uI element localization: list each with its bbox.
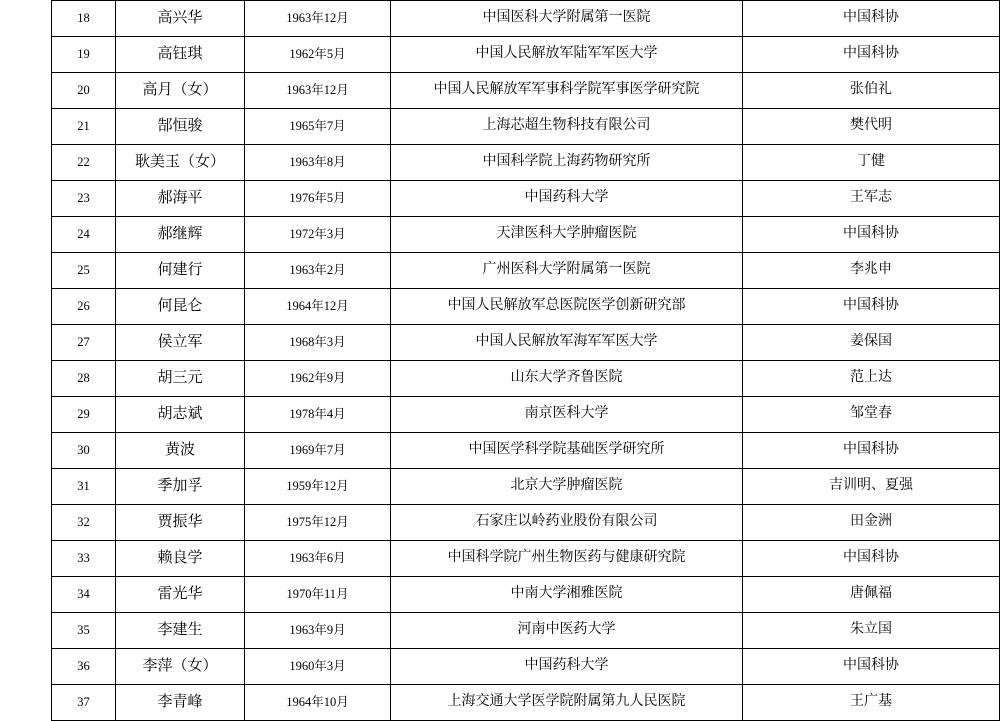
cell-organization: 中国科学院上海药物研究所 (391, 145, 743, 181)
cell-number: 31 (52, 469, 116, 505)
cell-name: 何昆仑 (116, 289, 245, 325)
cell-recommender: 邹堂春 (743, 397, 1000, 433)
cell-birth: 1976年5月 (245, 181, 391, 217)
cell-organization: 中国药科大学 (391, 181, 743, 217)
table-row (52, 1, 1000, 37)
cell-number: 23 (52, 181, 116, 217)
cell-organization: 中国人民解放军陆军军医大学 (391, 37, 743, 73)
cell-birth: 1964年12月 (245, 289, 391, 325)
cell-recommender: 唐佩福 (743, 577, 1000, 613)
cell-birth: 1964年10月 (245, 685, 391, 721)
cell-organization: 天津医科大学肿瘤医院 (391, 217, 743, 253)
table-row (52, 145, 1000, 181)
cell-name: 耿美玉（女） (116, 145, 245, 181)
cell-recommender: 姜保国 (743, 325, 1000, 361)
cell-number: 28 (52, 361, 116, 397)
table-row (52, 397, 1000, 433)
cell-organization: 中南大学湘雅医院 (391, 577, 743, 613)
cell-number: 32 (52, 505, 116, 541)
cell-birth: 1978年4月 (245, 397, 391, 433)
cell-name: 郝海平 (116, 181, 245, 217)
cell-recommender: 中国科协 (743, 1, 1000, 37)
cell-number: 21 (52, 109, 116, 145)
cell-name: 李青峰 (116, 685, 245, 721)
cell-number: 18 (52, 1, 116, 37)
cell-organization: 河南中医药大学 (391, 613, 743, 649)
cell-birth: 1963年9月 (245, 613, 391, 649)
table-row (52, 325, 1000, 361)
cell-organization: 中国人民解放军海军军医大学 (391, 325, 743, 361)
cell-birth: 1968年3月 (245, 325, 391, 361)
cell-organization: 中国人民解放军军事科学院军事医学研究院 (391, 73, 743, 109)
cell-recommender: 范上达 (743, 361, 1000, 397)
cell-recommender: 王军志 (743, 181, 1000, 217)
table-row (52, 253, 1000, 289)
table-row (52, 541, 1000, 577)
table-row (52, 469, 1000, 505)
cell-organization: 南京医科大学 (391, 397, 743, 433)
cell-recommender: 中国科协 (743, 433, 1000, 469)
table-row (52, 685, 1000, 721)
cell-recommender: 吉训明、夏强 (743, 469, 1000, 505)
cell-birth: 1959年12月 (245, 469, 391, 505)
cell-birth: 1962年9月 (245, 361, 391, 397)
cell-recommender: 樊代明 (743, 109, 1000, 145)
cell-birth: 1965年7月 (245, 109, 391, 145)
candidate-table (51, 0, 1000, 721)
cell-number: 36 (52, 649, 116, 685)
cell-organization: 中国药科大学 (391, 649, 743, 685)
cell-birth: 1969年7月 (245, 433, 391, 469)
cell-recommender: 张伯礼 (743, 73, 1000, 109)
cell-organization: 山东大学齐鲁医院 (391, 361, 743, 397)
cell-organization: 广州医科大学附属第一医院 (391, 253, 743, 289)
cell-number: 24 (52, 217, 116, 253)
table-row (52, 361, 1000, 397)
cell-number: 25 (52, 253, 116, 289)
cell-recommender: 中国科协 (743, 289, 1000, 325)
cell-number: 19 (52, 37, 116, 73)
cell-name: 贾振华 (116, 505, 245, 541)
cell-organization: 中国医科大学附属第一医院 (391, 1, 743, 37)
table-row (52, 649, 1000, 685)
table-row (52, 289, 1000, 325)
table-row (52, 37, 1000, 73)
cell-number: 22 (52, 145, 116, 181)
cell-birth: 1963年6月 (245, 541, 391, 577)
cell-birth: 1963年8月 (245, 145, 391, 181)
cell-recommender: 中国科协 (743, 37, 1000, 73)
cell-name: 郜恒骏 (116, 109, 245, 145)
cell-organization: 中国科学院广州生物医药与健康研究院 (391, 541, 743, 577)
cell-organization: 北京大学肿瘤医院 (391, 469, 743, 505)
table-row (52, 613, 1000, 649)
cell-number: 30 (52, 433, 116, 469)
cell-recommender: 王广基 (743, 685, 1000, 721)
cell-number: 33 (52, 541, 116, 577)
cell-organization: 上海交通大学医学院附属第九人民医院 (391, 685, 743, 721)
cell-number: 34 (52, 577, 116, 613)
cell-organization: 中国医学科学院基础医学研究所 (391, 433, 743, 469)
cell-number: 26 (52, 289, 116, 325)
cell-name: 高钰琪 (116, 37, 245, 73)
cell-birth: 1963年12月 (245, 73, 391, 109)
cell-birth: 1962年5月 (245, 37, 391, 73)
cell-name: 李建生 (116, 613, 245, 649)
cell-organization: 中国人民解放军总医院医学创新研究部 (391, 289, 743, 325)
cell-recommender: 田金洲 (743, 505, 1000, 541)
cell-name: 何建行 (116, 253, 245, 289)
cell-organization: 石家庄以岭药业股份有限公司 (391, 505, 743, 541)
cell-recommender: 丁健 (743, 145, 1000, 181)
cell-birth: 1970年11月 (245, 577, 391, 613)
table-row (52, 181, 1000, 217)
cell-name: 胡三元 (116, 361, 245, 397)
cell-number: 37 (52, 685, 116, 721)
cell-name: 黄波 (116, 433, 245, 469)
cell-recommender: 中国科协 (743, 217, 1000, 253)
cell-organization: 上海芯超生物科技有限公司 (391, 109, 743, 145)
cell-name: 李萍（女） (116, 649, 245, 685)
table-row (52, 217, 1000, 253)
cell-name: 胡志斌 (116, 397, 245, 433)
cell-number: 27 (52, 325, 116, 361)
table-row (52, 505, 1000, 541)
cell-name: 高兴华 (116, 1, 245, 37)
table-row (52, 577, 1000, 613)
table-row (52, 73, 1000, 109)
table-row (52, 433, 1000, 469)
cell-name: 高月（女） (116, 73, 245, 109)
cell-number: 35 (52, 613, 116, 649)
cell-name: 赖良学 (116, 541, 245, 577)
cell-recommender: 朱立国 (743, 613, 1000, 649)
cell-name: 雷光华 (116, 577, 245, 613)
cell-birth: 1963年2月 (245, 253, 391, 289)
cell-number: 20 (52, 73, 116, 109)
cell-recommender: 中国科协 (743, 649, 1000, 685)
table-row (52, 109, 1000, 145)
cell-name: 季加孚 (116, 469, 245, 505)
cell-name: 侯立军 (116, 325, 245, 361)
cell-birth: 1960年3月 (245, 649, 391, 685)
table-body (52, 1, 1000, 721)
cell-birth: 1963年12月 (245, 1, 391, 37)
cell-recommender: 李兆申 (743, 253, 1000, 289)
cell-number: 29 (52, 397, 116, 433)
cell-recommender: 中国科协 (743, 541, 1000, 577)
cell-name: 郝继辉 (116, 217, 245, 253)
cell-birth: 1975年12月 (245, 505, 391, 541)
cell-birth: 1972年3月 (245, 217, 391, 253)
